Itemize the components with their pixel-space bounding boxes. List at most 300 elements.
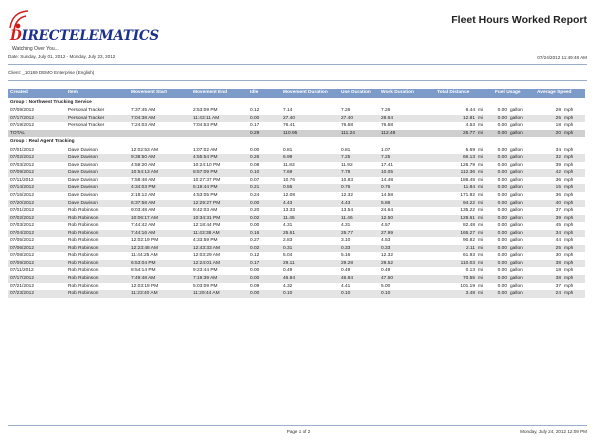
cell-unit: mi [478, 223, 484, 229]
table-cell [493, 200, 535, 208]
cell-unit: mph [564, 147, 574, 153]
cell-unit: mph [564, 130, 574, 136]
cell-unit: gallon [510, 192, 523, 198]
table-cell [535, 162, 585, 170]
table-cell: 112.48 [381, 130, 396, 136]
table-cell: 0.00 [250, 200, 260, 206]
table-row [8, 107, 585, 115]
table-cell: 11:23:40 AM [131, 291, 158, 297]
table-cell: 07/05/2012 [10, 238, 35, 244]
cell-value: 0.00 [497, 260, 507, 266]
table-cell [535, 200, 585, 208]
table-cell [435, 275, 493, 283]
cell-value: 18 [555, 123, 561, 129]
cell-unit: mph [564, 238, 574, 244]
cell-value: 135.22 [460, 208, 475, 214]
table-cell: Rob Robinson [68, 223, 99, 229]
table-cell [535, 215, 585, 223]
cell-value: 0.00 [497, 291, 507, 297]
table-cell: 5.00 [381, 283, 391, 289]
cell-value: 12.81 [462, 115, 475, 121]
cell-value: 8.44 [465, 108, 475, 113]
cell-value: 18 [555, 268, 561, 274]
table-cell [493, 245, 535, 253]
table-cell: 11.45 [283, 215, 295, 221]
table-cell: 13.54 [341, 208, 354, 214]
table-cell: 12:02:19 PM [131, 238, 159, 244]
table-cell [435, 107, 493, 115]
table-cell: 0.08 [250, 162, 260, 168]
cell-unit: gallon [510, 238, 523, 244]
cell-value: 24 [555, 291, 561, 297]
table-cell: Rob Robinson [68, 230, 99, 236]
cell-value: 66.13 [462, 155, 475, 161]
table-cell [435, 207, 493, 215]
column-header: Idle [250, 90, 259, 95]
table-cell: 12.08 [283, 192, 296, 198]
table-cell: Dave Davison [68, 155, 98, 161]
footer-divider [8, 425, 587, 426]
table-row [8, 252, 585, 260]
table-cell [535, 192, 585, 200]
cell-unit: mph [564, 108, 574, 113]
table-cell: 2:53:09 PM [193, 108, 218, 113]
cell-unit: mi [478, 123, 484, 129]
table-cell: 0.24 [250, 192, 260, 198]
table-cell: 4:34:03 PM [131, 185, 156, 191]
table-row [8, 115, 585, 123]
table-cell: 0.00 [250, 223, 260, 229]
table-row [8, 230, 585, 238]
logo-wordmark: DIRECTELEMATICS [10, 28, 159, 44]
table-cell: 0.02 [250, 215, 260, 221]
cell-unit: gallon [510, 147, 523, 153]
table-cell: 4.32 [283, 283, 293, 289]
cell-value: 101.19 [460, 283, 475, 289]
table-cell: 7:04:38 AM [131, 115, 156, 121]
table-cell: 5:19:44 PM [193, 185, 218, 191]
table-cell: 4.31 [341, 223, 351, 229]
table-cell: 14.58 [381, 192, 394, 198]
table-cell [535, 130, 585, 138]
table-row [8, 245, 585, 253]
table-cell: 4:33:59 PM [193, 238, 218, 244]
table-cell: 76.41 [283, 123, 296, 129]
cell-unit: gallon [510, 230, 523, 236]
cell-unit: mph [564, 162, 574, 168]
table-cell [493, 169, 535, 177]
table-cell [535, 245, 585, 253]
table-cell: 07/09/2012 [10, 170, 35, 176]
table-cell: 7.26 [341, 108, 351, 113]
divider [8, 80, 587, 81]
table-cell: 6:53:04 PM [131, 260, 156, 266]
cell-unit: mph [564, 115, 574, 121]
table-cell: 4.57 [381, 223, 391, 229]
table-cell: 07/14/2012 [10, 185, 35, 191]
table-cell [493, 283, 535, 291]
table-cell: 10.76 [283, 177, 296, 183]
table-cell [435, 122, 493, 130]
table-cell: 07/03/2012 [10, 223, 35, 229]
cell-value: 0.00 [497, 192, 507, 198]
cell-unit: gallon [510, 268, 523, 274]
cell-unit: mi [478, 170, 484, 176]
cell-value: 20 [555, 130, 561, 136]
table-cell [535, 267, 585, 275]
cell-unit: mi [478, 192, 484, 198]
cell-value: 0.00 [497, 230, 507, 236]
cell-unit: mph [564, 192, 574, 198]
table-row [8, 283, 585, 291]
cell-value: 15 [555, 185, 561, 191]
table-cell: 0.81 [283, 147, 293, 153]
table-cell: 8:57:09 PM [193, 170, 218, 176]
table-cell [435, 115, 493, 123]
cell-unit: mi [478, 215, 484, 221]
cell-unit: gallon [510, 215, 523, 221]
table-cell: 7:44:16 AM [131, 230, 156, 236]
table-cell [191, 130, 248, 138]
cell-unit: gallon [510, 177, 523, 183]
table-cell: 07/01/2012 [10, 147, 35, 153]
table-row [8, 275, 585, 283]
cell-unit: gallon [510, 108, 523, 113]
table-cell: Personal Tracker [68, 108, 105, 113]
table-cell [435, 267, 493, 275]
cell-value: 25 [555, 115, 561, 121]
table-cell: 07/04/2012 [10, 230, 35, 236]
table-cell [493, 154, 535, 162]
table-cell [493, 107, 535, 115]
report-table [8, 89, 585, 298]
cell-unit: mi [478, 268, 484, 274]
table-row [8, 122, 585, 130]
column-header: Average Speed [537, 90, 572, 95]
table-cell: 0.07 [250, 177, 260, 183]
table-row [8, 237, 585, 245]
table-cell: Rob Robinson [68, 238, 99, 244]
table-cell: 9:03:48 AM [131, 208, 156, 214]
table-cell: 3.10 [341, 238, 351, 244]
table-cell [535, 275, 585, 283]
table-cell: 11.92 [341, 162, 353, 168]
table-cell [493, 162, 535, 170]
table-cell: 07/17/2012 [10, 115, 35, 121]
table-cell: 0.81 [341, 147, 351, 153]
table-cell: 7.78 [341, 170, 351, 176]
table-cell: 07/09/2012 [10, 108, 35, 113]
table-cell: 07/15/2012 [10, 192, 35, 198]
cell-value: 39 [555, 215, 561, 221]
table-cell: 4:53:05 PM [193, 192, 218, 198]
cell-unit: gallon [510, 123, 523, 129]
table-cell: 7.25 [341, 155, 351, 161]
table-cell: 12.32 [341, 192, 354, 198]
table-cell: Rob Robinson [68, 208, 99, 214]
table-header [8, 89, 585, 98]
cell-value: 0.00 [497, 123, 507, 129]
column-header: Total Distance [437, 90, 470, 95]
table-cell: 0.29 [250, 130, 260, 136]
table-cell: 2.83 [283, 238, 293, 244]
table-cell: 0.12 [250, 108, 260, 113]
table-cell [435, 192, 493, 200]
table-cell: Dave Davison [68, 170, 98, 176]
table-cell [535, 207, 585, 215]
table-cell: 10:34:31 PM [193, 215, 221, 221]
table-cell [493, 260, 535, 268]
table-row [8, 260, 585, 268]
table-cell: 11:43:11 AM [193, 115, 220, 121]
table-cell [535, 107, 585, 115]
cell-value: 112.36 [460, 170, 475, 176]
cell-unit: mph [564, 245, 574, 251]
table-cell: 1.07 [381, 147, 391, 153]
cell-unit: mi [478, 108, 484, 113]
table-row [8, 215, 585, 223]
table-cell: 29.11 [283, 260, 295, 266]
cell-unit: mph [564, 291, 574, 297]
cell-value: 0.00 [497, 223, 507, 229]
table-cell: 110.95 [283, 130, 298, 136]
cell-value: 110.03 [460, 260, 475, 266]
cell-value: 3.48 [465, 291, 475, 297]
table-cell [535, 184, 585, 192]
table-cell [493, 290, 535, 298]
table-cell: 0.12 [250, 253, 260, 259]
cell-unit: mi [478, 115, 484, 121]
table-cell: 6:37:58 AM [131, 200, 156, 206]
table-cell [535, 237, 585, 245]
table-row [8, 147, 585, 155]
table-row [8, 222, 585, 230]
table-cell: 12:02:53 AM [131, 147, 158, 153]
table-cell [493, 237, 535, 245]
table-cell [493, 115, 535, 123]
table-cell: 7:19:39 AM [193, 275, 218, 281]
table-cell: 7:04:53 PM [193, 123, 218, 129]
table-cell: 0.00 [250, 291, 260, 297]
cell-value: 90.82 [462, 238, 475, 244]
table-row [8, 169, 585, 177]
table-row [8, 207, 585, 215]
table-cell: 5.04 [283, 253, 293, 259]
table-cell: 76.58 [341, 123, 354, 129]
table-cell: 07/01/2012 [10, 208, 35, 214]
cell-value: 11.84 [463, 185, 475, 191]
divider [8, 64, 587, 65]
cell-value: 0.00 [497, 253, 507, 259]
table-cell [435, 230, 493, 238]
table-cell [493, 192, 535, 200]
cell-value: 0.00 [497, 215, 507, 221]
table-cell: Rob Robinson [68, 260, 99, 266]
table-cell: 27.40 [283, 115, 296, 121]
cell-unit: mi [478, 177, 484, 183]
table-cell: 28.64 [381, 115, 394, 121]
table-cell: Rob Robinson [68, 253, 99, 259]
cell-value: 2.11 [466, 245, 475, 251]
table-cell [493, 215, 535, 223]
table-cell: 27.40 [341, 115, 354, 121]
table-row [8, 200, 585, 208]
company-logo [8, 10, 159, 52]
cell-unit: gallon [510, 253, 523, 259]
table-cell: 7.69 [283, 170, 293, 176]
table-cell [535, 230, 585, 238]
footer-printed-date: Monday, July 24, 2012 12:09 PM [520, 429, 587, 434]
table-cell: 10:24:10 PM [193, 162, 221, 168]
table-cell: 0.09 [250, 283, 260, 289]
cell-unit: mi [478, 130, 484, 136]
cell-value: 28 [555, 108, 561, 113]
table-cell [493, 230, 535, 238]
cell-value: 0.00 [497, 185, 507, 191]
table-cell: 47.50 [381, 275, 394, 281]
table-cell [435, 290, 493, 298]
cell-value: 0.00 [497, 268, 507, 274]
cell-value: 4.53 [465, 123, 475, 129]
cell-value: 186.45 [460, 177, 475, 183]
table-cell: Dave Davison [68, 162, 98, 168]
cell-unit: mph [564, 253, 574, 259]
table-cell: 0.20 [250, 208, 260, 214]
table-cell: 5.16 [341, 253, 351, 259]
cell-value: 40 [555, 200, 561, 206]
table-cell: 9:23:44 PM [193, 268, 218, 274]
table-cell: 0.16 [250, 230, 260, 236]
cell-value: 82.48 [462, 223, 475, 229]
table-cell: 10:54:13 AM [131, 170, 158, 176]
table-cell: 7:37:45 AM [131, 108, 156, 113]
cell-unit: mph [564, 177, 574, 183]
cell-value: 0.00 [497, 162, 507, 168]
cell-unit: gallon [510, 170, 523, 176]
table-cell [535, 147, 585, 155]
table-cell [493, 207, 535, 215]
column-header: Created [10, 90, 28, 95]
cell-value: 36 [555, 192, 561, 198]
cell-unit: mi [478, 253, 484, 259]
table-row [8, 267, 585, 275]
table-cell: Rob Robinson [68, 275, 99, 281]
table-cell: Rob Robinson [68, 268, 99, 274]
table-cell [493, 222, 535, 230]
cell-unit: gallon [510, 245, 523, 251]
cell-value: 37 [555, 283, 561, 289]
cell-unit: mph [564, 208, 574, 214]
cell-unit: gallon [510, 260, 523, 266]
table-cell: 4:59:20 AM [131, 162, 156, 168]
table-cell: 76.58 [381, 123, 394, 129]
cell-value: 0.00 [497, 200, 507, 206]
cell-value: 34 [555, 147, 561, 153]
table-cell [493, 130, 535, 138]
cell-value: 25.77 [462, 130, 475, 136]
cell-unit: mph [564, 260, 574, 266]
cell-unit: gallon [510, 162, 523, 168]
cell-unit: mph [564, 185, 574, 191]
table-cell [535, 115, 585, 123]
table-cell: 10:06:17 AM [131, 215, 158, 221]
table-row [8, 177, 585, 185]
table-cell [535, 169, 585, 177]
table-cell: 46.84 [283, 275, 296, 281]
cell-value: 0.00 [497, 108, 507, 113]
table-cell: 1:07:02 AM [193, 147, 218, 153]
table-cell: TOTAL [10, 130, 26, 136]
table-cell: 12:43:33 AM [193, 245, 220, 251]
cell-unit: mph [564, 170, 574, 176]
table-cell: 07/02/2012 [10, 215, 35, 221]
table-row [8, 154, 585, 162]
table-cell: 4.41 [341, 283, 351, 289]
group-title: Group : Real Agent Tracking [10, 139, 75, 145]
cell-unit: mi [478, 238, 484, 244]
column-header: Work Duration [381, 90, 414, 95]
cell-unit: gallon [510, 185, 523, 191]
table-cell [493, 122, 535, 130]
table-cell: 9:42:03 AM [193, 208, 218, 214]
table-cell: 7:44:42 AM [131, 223, 156, 229]
table-row [8, 290, 585, 298]
table-cell: 10:27:37 PM [193, 177, 221, 183]
cell-unit: mph [564, 283, 574, 289]
table-cell [435, 215, 493, 223]
table-cell: 46.84 [341, 275, 354, 281]
cell-value: 37 [555, 208, 561, 214]
table-cell: 07/17/2012 [10, 275, 35, 281]
cell-unit: mi [478, 283, 484, 289]
cell-unit: mph [564, 200, 574, 206]
table-cell [435, 260, 493, 268]
table-cell: 0.10 [381, 291, 391, 297]
table-cell: 24.64 [381, 208, 394, 214]
table-cell: 25.61 [283, 230, 296, 236]
cell-value: 38 [555, 260, 561, 266]
table-cell: Dave Davison [68, 177, 98, 183]
cell-unit: gallon [510, 223, 523, 229]
table-cell: 4.43 [283, 200, 293, 206]
cell-value: 39 [555, 162, 561, 168]
cell-value: 34 [555, 230, 561, 236]
table-cell: 17.41 [381, 162, 394, 168]
table-cell: Dave Davison [68, 147, 98, 153]
cell-unit: mph [564, 215, 574, 221]
client-name: Client: _10189 DEMO Enterprise (English) [8, 70, 95, 75]
table-cell [535, 260, 585, 268]
page-number: Page 1 of 2 [286, 429, 311, 434]
table-cell: 0.55 [283, 185, 293, 191]
table-cell: 0.27 [250, 238, 260, 244]
table-cell: 9:38:50 AM [131, 155, 156, 161]
table-cell: 10.05 [381, 170, 394, 176]
table-cell [435, 154, 493, 162]
table-cell: 0.10 [341, 291, 351, 297]
table-cell: 0.00 [250, 275, 260, 281]
table-cell: 11:29:44 AM [193, 291, 220, 297]
table-cell [535, 177, 585, 185]
cell-value: 44 [555, 238, 561, 244]
report-title: Fleet Hours Worked Report [451, 14, 587, 26]
table-cell: 25.77 [341, 230, 354, 236]
table-cell: 29.28 [341, 260, 354, 266]
table-cell: 0.33 [381, 245, 391, 251]
cell-unit: mph [564, 123, 574, 129]
table-cell: 11:43:38 AM [193, 230, 220, 236]
table-cell: 0.76 [341, 185, 351, 191]
